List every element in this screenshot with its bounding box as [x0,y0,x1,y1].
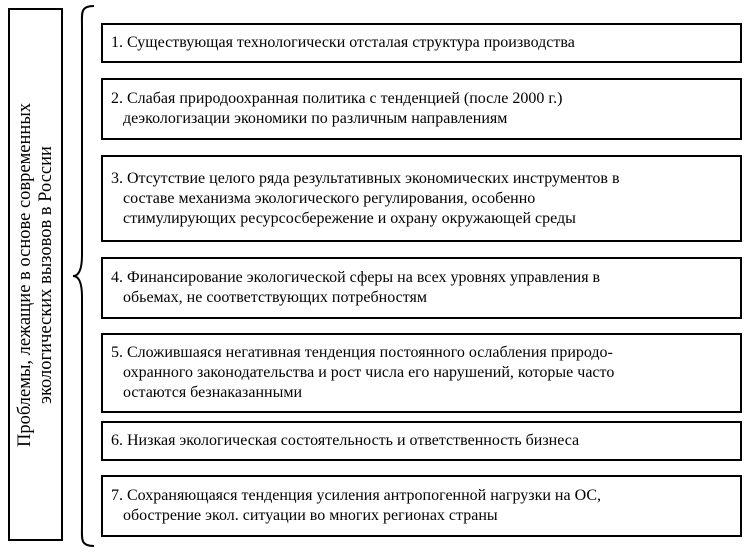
problem-box-1 [101,23,742,63]
side-label-line-2: экологических вызовов в России [35,145,56,404]
problem-box-4 [101,257,742,319]
problem-box-6 [101,421,742,461]
problem-3-line-3: стимулирующих ресурсосбережение и охрану окружающей среды [123,209,576,227]
problem-3-line-2: составе механизма экологического регулирования, особенно [123,189,536,207]
problem-5-line-1: 5. Сложившаяся негативная тенденция постоянного ослабления природо- [111,344,613,361]
problem-2-line-2: деэкологизации экономики по различным направлениям [123,110,508,127]
side-label [15,12,57,537]
problem-box-7 [101,475,742,537]
curly-brace [72,5,96,547]
problem-6-line-1: 6. Низкая экологическая состоятельность и ответственность бизнеса [111,432,580,449]
problem-3-line-1: 3. Отсутствие целого ряда результативных экономических инструментов в [111,169,620,187]
problem-box-3 [101,155,742,242]
problem-4-line-2: обьемах, не соответствующих потребностям [123,289,427,306]
problem-box-2 [101,78,742,140]
problem-7-line-1: 7. Сохраняющаяся тенденция усиления антропогенной нагрузки на ОС, [111,487,601,504]
problem-box-5 [101,333,742,413]
side-label-box [8,8,63,541]
problem-4-line-1: 4. Финансирование экологической сферы на всех уровнях управления в [111,269,601,286]
problem-1-line-1: 1. Существующая технологически отсталая структура производства [111,34,575,51]
problem-5-line-2: охранного законодательства и рост числа его нарушений, которые часто [123,364,615,381]
problem-2-line-1: 2. Слабая природоохранная политика с тенденцией (после 2000 г.) [111,90,563,107]
problem-5-line-3: остаются безнаказанными [123,384,303,401]
problem-7-line-2: обострение экол. ситуации во многих регионах страны [123,507,498,524]
side-label-line-1: Проблемы, лежащие в основе современных [14,102,35,447]
